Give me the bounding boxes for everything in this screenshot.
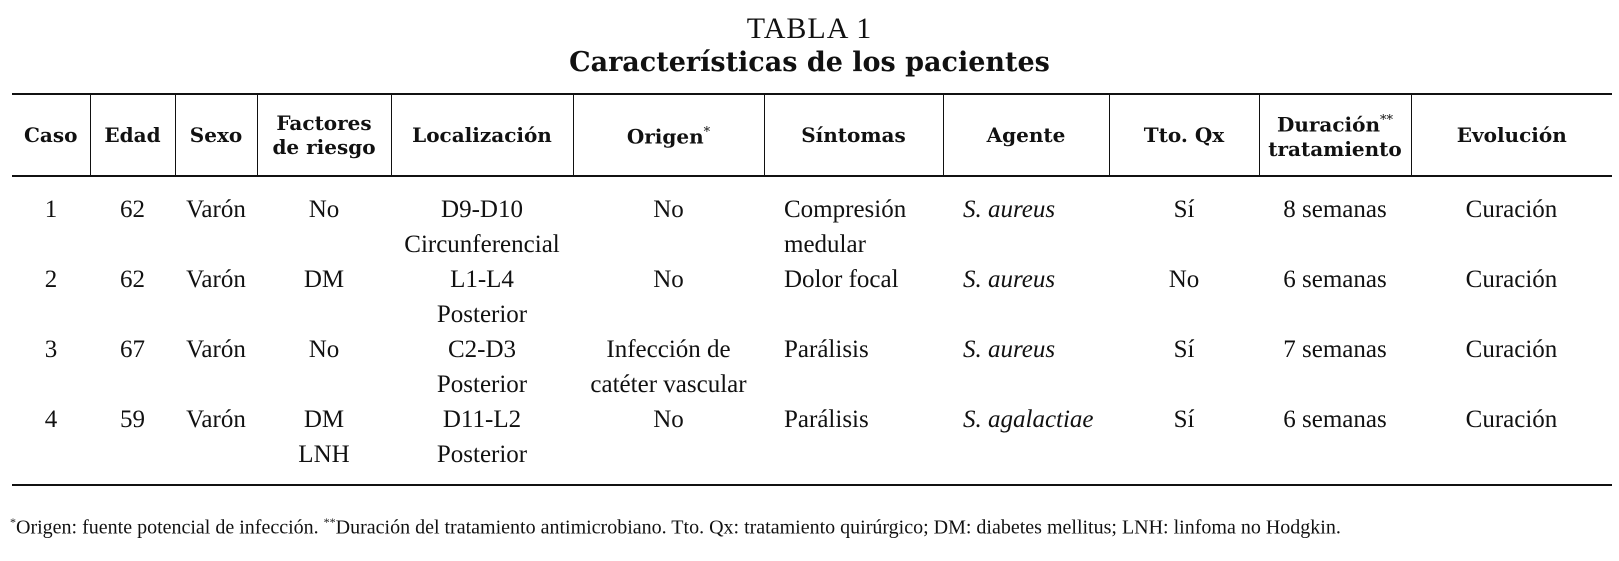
column-header-label: Localización — [412, 123, 552, 147]
cell-caso — [12, 402, 90, 485]
cell-text: Curación — [1465, 196, 1558, 223]
table-header — [12, 94, 1612, 176]
cell-text: Curación — [1465, 336, 1558, 363]
cell-agente — [943, 402, 1109, 485]
cell-factores — [257, 332, 391, 402]
cell-text: LNH — [298, 441, 350, 468]
column-header-caso — [12, 94, 90, 176]
cell-tto-qx — [1109, 332, 1259, 402]
column-header-label-line2: tratamiento — [1268, 136, 1402, 161]
cell-sintomas — [764, 176, 943, 262]
cell-text: D9-D10 — [441, 196, 523, 223]
cell-edad — [90, 262, 175, 332]
footnote-mark-origin: * — [10, 515, 16, 529]
column-header-factores — [257, 94, 391, 176]
column-header-label: Agente — [986, 123, 1066, 147]
cell-duracion — [1259, 402, 1411, 485]
table-row — [12, 332, 1612, 402]
table-footnote — [10, 508, 1610, 542]
cell-text: S. agalactiae — [963, 406, 1094, 433]
cell-duracion — [1259, 262, 1411, 332]
cell-factores — [257, 262, 391, 332]
cell-text: No — [653, 196, 684, 223]
cell-caso — [12, 262, 90, 332]
cell-text: medular — [784, 231, 866, 258]
cell-text: 1 — [44, 196, 58, 223]
cell-sexo — [175, 402, 257, 485]
cell-text: Sí — [1173, 336, 1195, 363]
cell-caso — [12, 176, 90, 262]
cell-text: 8 semanas — [1283, 196, 1387, 223]
cell-text: Varón — [186, 406, 246, 433]
cell-text: 2 — [44, 266, 58, 293]
cell-text: 4 — [44, 406, 58, 433]
cell-origen — [573, 262, 764, 332]
cell-text: Infección de — [606, 336, 731, 363]
column-header-evolucion — [1411, 94, 1612, 176]
header-row — [12, 94, 1612, 176]
column-header-origen — [573, 94, 764, 176]
cell-text: No — [1168, 266, 1200, 293]
cell-evolucion — [1411, 262, 1612, 332]
cell-tto-qx — [1109, 402, 1259, 485]
cell-text: 7 semanas — [1283, 336, 1387, 363]
cell-text: Circunferencial — [404, 231, 560, 258]
column-header-label: Caso — [24, 123, 78, 147]
cell-text: Dolor focal — [784, 266, 899, 293]
cell-localizacion — [391, 332, 573, 402]
cell-localizacion — [391, 262, 573, 332]
column-header-sintomas — [764, 94, 943, 176]
column-header-footnote-mark: * — [703, 125, 711, 141]
footnote-mark-duration: ** — [323, 515, 336, 529]
cell-evolucion — [1411, 332, 1612, 402]
column-header-edad — [90, 94, 175, 176]
cell-text: Curación — [1465, 266, 1558, 293]
cell-text: No — [308, 336, 340, 363]
cell-text: 62 — [120, 266, 145, 293]
cell-text: Posterior — [436, 371, 528, 398]
column-header-agente — [943, 94, 1109, 176]
cell-text: S. aureus — [963, 336, 1056, 363]
cell-text: 6 semanas — [1283, 406, 1387, 433]
cell-edad — [90, 176, 175, 262]
column-header-localizacion — [391, 94, 573, 176]
cell-text: Posterior — [436, 301, 528, 328]
column-header-duracion — [1259, 94, 1411, 176]
footnote-duration-text: Duración del tratamiento antimicrobiano. Tto. Qx: tratamiento quirúrgico; DM: diabetes mellitus; LNH: linfoma no Hodgkin. — [335, 516, 1341, 539]
cell-text: Varón — [186, 196, 246, 223]
cell-evolucion — [1411, 402, 1612, 485]
cell-text: 59 — [120, 406, 145, 433]
cell-text: Parálisis — [784, 406, 869, 433]
column-header-footnote-mark: ** — [1380, 113, 1394, 129]
cell-text: Varón — [186, 336, 246, 363]
cell-origen — [573, 402, 764, 485]
cell-text: Curación — [1465, 406, 1558, 433]
table-title — [0, 12, 1619, 80]
cell-sintomas — [764, 262, 943, 332]
cell-text: Compresión — [784, 196, 907, 223]
column-header-label: Síntomas — [801, 123, 906, 147]
cell-text: Sí — [1173, 196, 1195, 223]
table-body — [12, 176, 1612, 485]
cell-text: DM — [303, 406, 345, 433]
cell-text: 6 semanas — [1283, 266, 1387, 293]
cell-edad — [90, 402, 175, 485]
cell-tto-qx — [1109, 262, 1259, 332]
cell-text: DM — [303, 266, 345, 293]
cell-edad — [90, 332, 175, 402]
cell-localizacion — [391, 402, 573, 485]
table-row — [12, 402, 1612, 485]
cell-text: Varón — [186, 266, 246, 293]
cell-text: No — [653, 266, 684, 293]
column-header-tto-qx — [1109, 94, 1259, 176]
cell-factores — [257, 176, 391, 262]
table-number: TABLA 1 — [746, 12, 873, 45]
cell-text: 62 — [120, 196, 145, 223]
column-header-label: Evolución — [1456, 123, 1567, 147]
column-header-label: Origen — [626, 124, 704, 149]
cell-agente — [943, 176, 1109, 262]
column-header-sexo — [175, 94, 257, 176]
column-header-label: Duración — [1276, 112, 1381, 137]
cell-origen — [573, 176, 764, 262]
table-row — [12, 176, 1612, 262]
cell-caso — [12, 332, 90, 402]
cell-text: No — [653, 406, 684, 433]
footnote-origin-text: Origen: fuente potencial de infección. — [16, 516, 324, 539]
column-header-label: Factores — [276, 111, 372, 135]
cell-text: S. aureus — [963, 266, 1056, 293]
cell-agente — [943, 262, 1109, 332]
cell-origen — [573, 332, 764, 402]
cell-factores — [257, 402, 391, 485]
cell-sintomas — [764, 402, 943, 485]
cell-text: Posterior — [436, 441, 528, 468]
cell-text: Parálisis — [784, 336, 869, 363]
cell-sintomas — [764, 332, 943, 402]
cell-text: 67 — [120, 336, 145, 363]
cell-text: 3 — [44, 336, 58, 363]
cell-text: D11-L2 — [442, 406, 522, 433]
column-header-label: Sexo — [189, 123, 243, 147]
cell-text: C2-D3 — [447, 336, 517, 363]
table-row — [12, 262, 1612, 332]
cell-sexo — [175, 262, 257, 332]
cell-sexo — [175, 176, 257, 262]
table-caption: Características de los pacientes — [569, 47, 1050, 78]
cell-text: Sí — [1173, 406, 1195, 433]
cell-text: S. aureus — [963, 196, 1056, 223]
cell-evolucion — [1411, 176, 1612, 262]
column-header-label: Tto. Qx — [1143, 123, 1225, 147]
cell-text: L1-L4 — [450, 266, 514, 293]
cell-tto-qx — [1109, 176, 1259, 262]
cell-duracion — [1259, 332, 1411, 402]
cell-text: No — [308, 196, 340, 223]
patients-table — [12, 93, 1612, 486]
cell-sexo — [175, 332, 257, 402]
cell-localizacion — [391, 176, 573, 262]
cell-agente — [943, 332, 1109, 402]
cell-text: catéter vascular — [590, 371, 747, 398]
column-header-label: Edad — [104, 123, 161, 147]
column-header-label-line2: de riesgo — [272, 135, 376, 159]
cell-duracion — [1259, 176, 1411, 262]
